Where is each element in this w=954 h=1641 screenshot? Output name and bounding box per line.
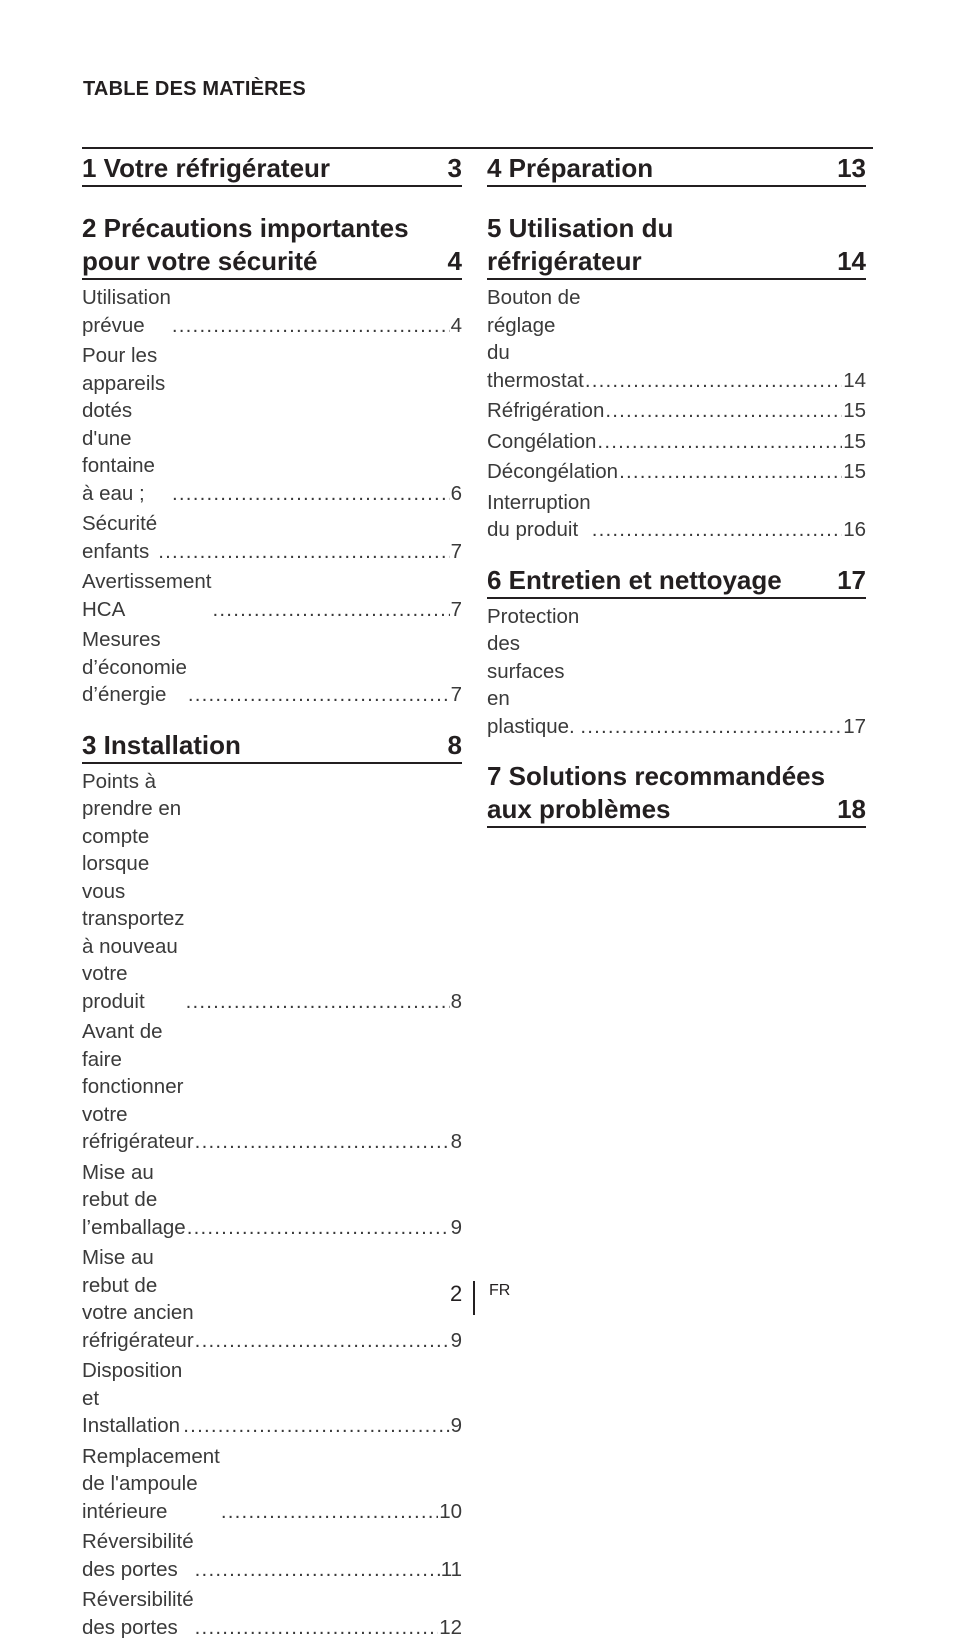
dot-leader (605, 397, 842, 425)
section-title: 1 Votre réfrigérateur (82, 152, 330, 185)
section-title: 5 Utilisation du réfrigérateur (487, 212, 673, 278)
entry-label: Mise au rebut de l’emballage (82, 1159, 186, 1242)
dot-leader (221, 1498, 438, 1526)
section-heading[interactable] (487, 212, 866, 280)
toc-section-1 (82, 152, 462, 187)
section-heading[interactable] (487, 760, 866, 828)
toc-left-column (82, 152, 462, 1641)
dot-leader (580, 713, 842, 741)
toc-entry[interactable] (487, 489, 866, 544)
entry-page: 12 (439, 1614, 462, 1641)
toc-entry[interactable] (487, 458, 866, 486)
toc-section-2 (82, 212, 462, 709)
section-heading[interactable] (82, 152, 462, 187)
entry-page: 17 (843, 713, 866, 741)
toc-section-3 (82, 729, 462, 1641)
dot-leader (195, 1327, 450, 1355)
dot-leader (188, 681, 450, 709)
toc-section-4 (487, 152, 866, 187)
language-code: FR (489, 1282, 510, 1300)
toc-entry[interactable] (82, 342, 462, 507)
entry-page: 15 (843, 428, 866, 456)
entry-page: 10 (439, 1498, 462, 1526)
dot-leader (172, 480, 450, 508)
toc-entry[interactable] (82, 1586, 462, 1641)
entry-label: Réversibilité des portes (82, 1586, 194, 1641)
entry-page: 9 (451, 1412, 462, 1440)
toc-entry[interactable] (82, 510, 462, 565)
page-number: 2 (450, 1281, 462, 1307)
dot-leader (195, 1614, 439, 1641)
section-page: 13 (837, 152, 866, 185)
entry-label: Remplacement de l'ampoule intérieure (82, 1443, 220, 1526)
entry-label: Pour les appareils dotés d'une fontaine à eau ; (82, 342, 171, 507)
entry-label: Mesures d’économie d’énergie (82, 626, 187, 709)
toc-entry[interactable] (82, 568, 462, 623)
section-page: 18 (837, 793, 866, 826)
entry-label: Points à prendre en compte lorsque vous transportez à nouveau votre produit (82, 768, 185, 1016)
entry-page: 14 (843, 367, 866, 395)
toc-section-6 (487, 564, 866, 741)
entry-label: Congélation (487, 428, 596, 456)
toc-entry[interactable] (82, 1357, 462, 1440)
entry-page: 7 (451, 596, 462, 624)
entry-page: 4 (451, 312, 462, 340)
entry-page: 16 (843, 516, 866, 544)
entry-page: 7 (451, 538, 462, 566)
section-title: 3 Installation (82, 729, 241, 762)
dot-leader (597, 428, 842, 456)
entry-label: Décongélation (487, 458, 618, 486)
section-page: 8 (448, 729, 462, 762)
section-title: 6 Entretien et nettoyage (487, 564, 782, 597)
section-title: 2 Précautions importantes pour votre sécurité (82, 212, 409, 278)
toc-entry[interactable] (82, 768, 462, 1016)
entry-page: 6 (451, 480, 462, 508)
section-heading[interactable] (487, 564, 866, 599)
dot-leader (195, 1128, 450, 1156)
entry-label: Utilisation prévue (82, 284, 171, 339)
dot-leader (585, 367, 842, 395)
top-divider (82, 147, 873, 149)
entry-page: 7 (451, 681, 462, 709)
entry-label: Bouton de réglage du thermostat (487, 284, 584, 394)
toc-entry[interactable] (82, 284, 462, 339)
dot-leader (172, 312, 450, 340)
entry-page: 8 (451, 1128, 462, 1156)
dot-leader (183, 1412, 449, 1440)
toc-section-5 (487, 212, 866, 544)
dot-leader (195, 1556, 440, 1584)
dot-leader (592, 516, 842, 544)
toc-entry[interactable] (487, 397, 866, 425)
dot-leader (187, 1214, 450, 1242)
entry-label: Avertissement HCA (82, 568, 212, 623)
entry-label: Réversibilité des portes (82, 1528, 194, 1583)
entry-label: Avant de faire fonctionner votre réfrigérateur (82, 1018, 194, 1156)
entry-page: 11 (441, 1556, 462, 1584)
dot-leader (619, 458, 842, 486)
entry-label: Disposition et Installation (82, 1357, 182, 1440)
toc-entry[interactable] (82, 1159, 462, 1242)
entry-page: 15 (843, 397, 866, 425)
toc-entry[interactable] (82, 1018, 462, 1156)
entry-label: Mise au rebut de votre ancien réfrigérateur (82, 1244, 194, 1354)
document-title: TABLE DES MATIÈRES (83, 78, 306, 101)
section-page: 3 (448, 152, 462, 185)
section-heading[interactable] (82, 212, 462, 280)
entry-page: 8 (451, 988, 462, 1016)
toc-entry[interactable] (82, 1244, 462, 1354)
toc-entry[interactable] (487, 428, 866, 456)
dot-leader (158, 538, 449, 566)
entry-page: 15 (843, 458, 866, 486)
toc-entry[interactable] (487, 603, 866, 741)
toc-entry[interactable] (487, 284, 866, 394)
entry-label: Réfrigération (487, 397, 604, 425)
entry-page: 9 (451, 1214, 462, 1242)
footer-divider (473, 1281, 475, 1315)
section-heading[interactable] (487, 152, 866, 187)
entry-label: Sécurité enfants (82, 510, 157, 565)
section-heading[interactable] (82, 729, 462, 764)
toc-entry[interactable] (82, 1443, 462, 1526)
toc-entry[interactable] (82, 626, 462, 709)
dot-leader (186, 988, 450, 1016)
section-title: 4 Préparation (487, 152, 653, 185)
section-title: 7 Solutions recommandées aux problèmes (487, 760, 825, 826)
section-page: 14 (837, 245, 866, 278)
entry-page: 9 (451, 1327, 462, 1355)
toc-right-column (487, 152, 866, 828)
entry-label: Protection des surfaces en plastique. (487, 603, 579, 741)
toc-section-7 (487, 760, 866, 828)
section-page: 17 (837, 564, 866, 597)
toc-entry[interactable] (82, 1528, 462, 1583)
section-page: 4 (448, 245, 462, 278)
dot-leader (213, 596, 450, 624)
entry-label: Interruption du produit (487, 489, 591, 544)
